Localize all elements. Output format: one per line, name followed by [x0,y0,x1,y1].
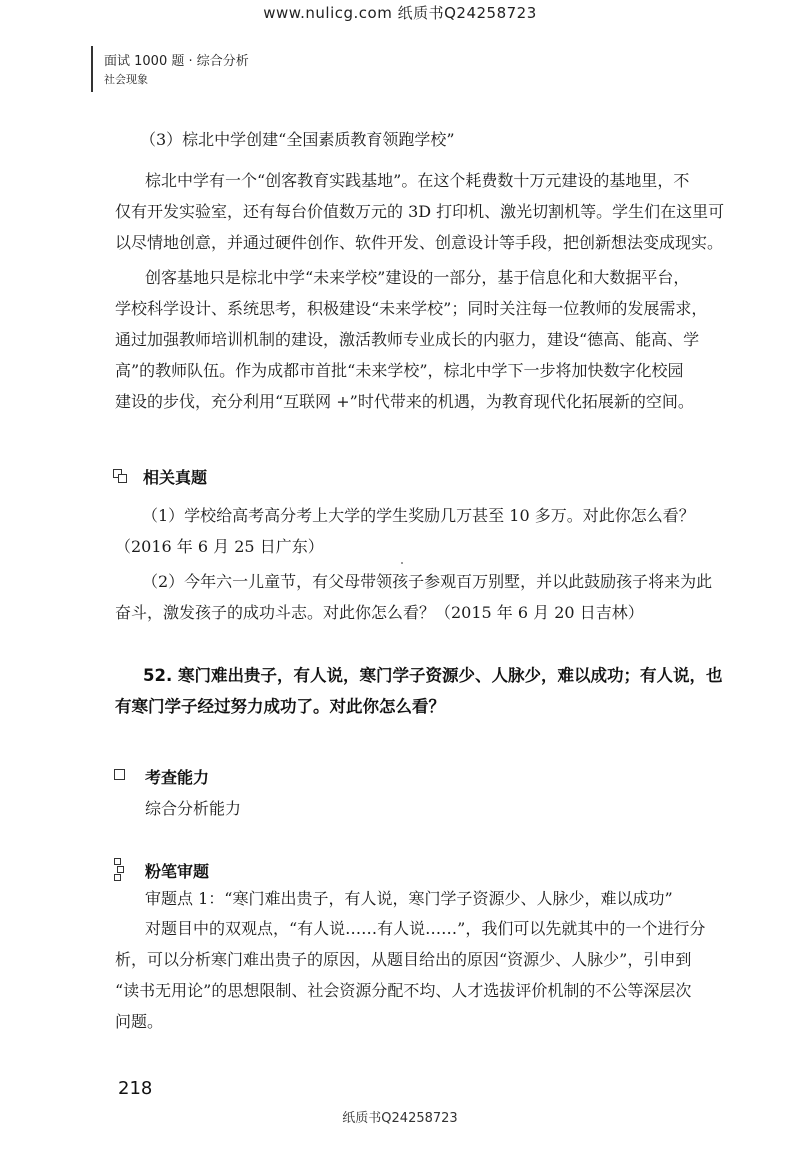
stray-dot [401,562,403,564]
analysis-point-1: 审题点 1：“寒门难出贵子，有人说，寒门学子资源少、人脉少，难以成功” [145,889,673,908]
question-line: 52. 寒门难出贵子，有人说，寒门学子资源少、人脉少，难以成功；有人说，也 [143,666,723,685]
text-line: 对题目中的双观点，“有人说……有人说……”，我们可以先就其中的一个进行分 [145,919,706,938]
related-questions-heading: 相关真题 [143,468,208,487]
text-line: 奋斗，激发孩子的成功斗志。对此你怎么看？（2015 年 6 月 20 日吉林） [115,603,644,622]
text-line: 棕北中学有一个“创客教育实践基地”。在这个耗费数十万元建设的基地里，不 [145,171,690,190]
related-question-1 [115,500,715,562]
question-line: 有寒门学子经过努力成功了。对此你怎么看？ [115,697,445,716]
case3-paragraph-2 [115,262,715,417]
top-watermark: www.nulicg.com 纸质书Q24258723 [263,4,537,22]
text-line: 创客基地只是棕北中学“未来学校”建设的一部分，基于信息化和大数据平台， [145,268,690,287]
text-line: 通过加强教师培训机制的建设，激活教师专业成长的内驱力，建设“德高、能高、学 [115,330,700,349]
analysis-body [115,913,715,1037]
page-number: 218 [118,1078,153,1099]
ability-content: 综合分析能力 [145,799,242,818]
bottom-watermark: 纸质书Q24258723 [342,1111,458,1126]
analysis-heading: 粉笔审题 [145,862,210,881]
running-header-title: 面试 1000 题 · 综合分析 [104,54,249,69]
related-question-2 [115,566,715,628]
square-icon [114,769,125,780]
text-line: （2016 年 6 月 25 日广东） [115,537,324,556]
text-line: 高”的教师队伍。作为成都市首批“未来学校”，棕北中学下一步将加快数字化校园 [115,361,684,380]
header-divider [91,46,93,92]
ability-heading: 考查能力 [145,768,210,787]
text-line: 学校科学设计、系统思考，积极建设“未来学校”；同时关注每一位教师的发展需求， [115,299,708,318]
text-line: （2）今年六一儿童节，有父母带领孩子参观百万别墅，并以此鼓励孩子将来为此 [142,572,713,591]
running-header-subtitle: 社会现象 [104,73,148,86]
text-line: 建设的步伐，充分利用“互联网 +”时代带来的机遇，为教育现代化拓展新的空间。 [115,392,694,411]
case3-title: （3）棕北中学创建“全国素质教育领跑学校” [140,130,455,149]
text-line: 以尽情地创意，并通过硬件创作、软件开发、创意设计等手段，把创新想法变成现实。 [115,233,724,252]
text-line: （1）学校给高考高分考上大学的学生奖励几万甚至 10 多万。对此你怎么看？ [142,506,695,525]
question-52 [115,660,763,722]
text-line: 仅有开发实验室，还有每台价值数万元的 3D 打印机、激光切割机等。学生们在这里可 [115,202,725,221]
text-line: “读书无用论”的思想限制、社会资源分配不均、人才选拔评价机制的不公等深层次 [115,981,692,1000]
text-line: 析，可以分析寒门难出贵子的原因，从题目给出的原因“资源少、人脉少”，引申到 [115,950,692,969]
text-line: 问题。 [115,1012,164,1031]
stacked-blocks-icon [114,858,121,865]
case3-paragraph-1 [115,165,725,258]
